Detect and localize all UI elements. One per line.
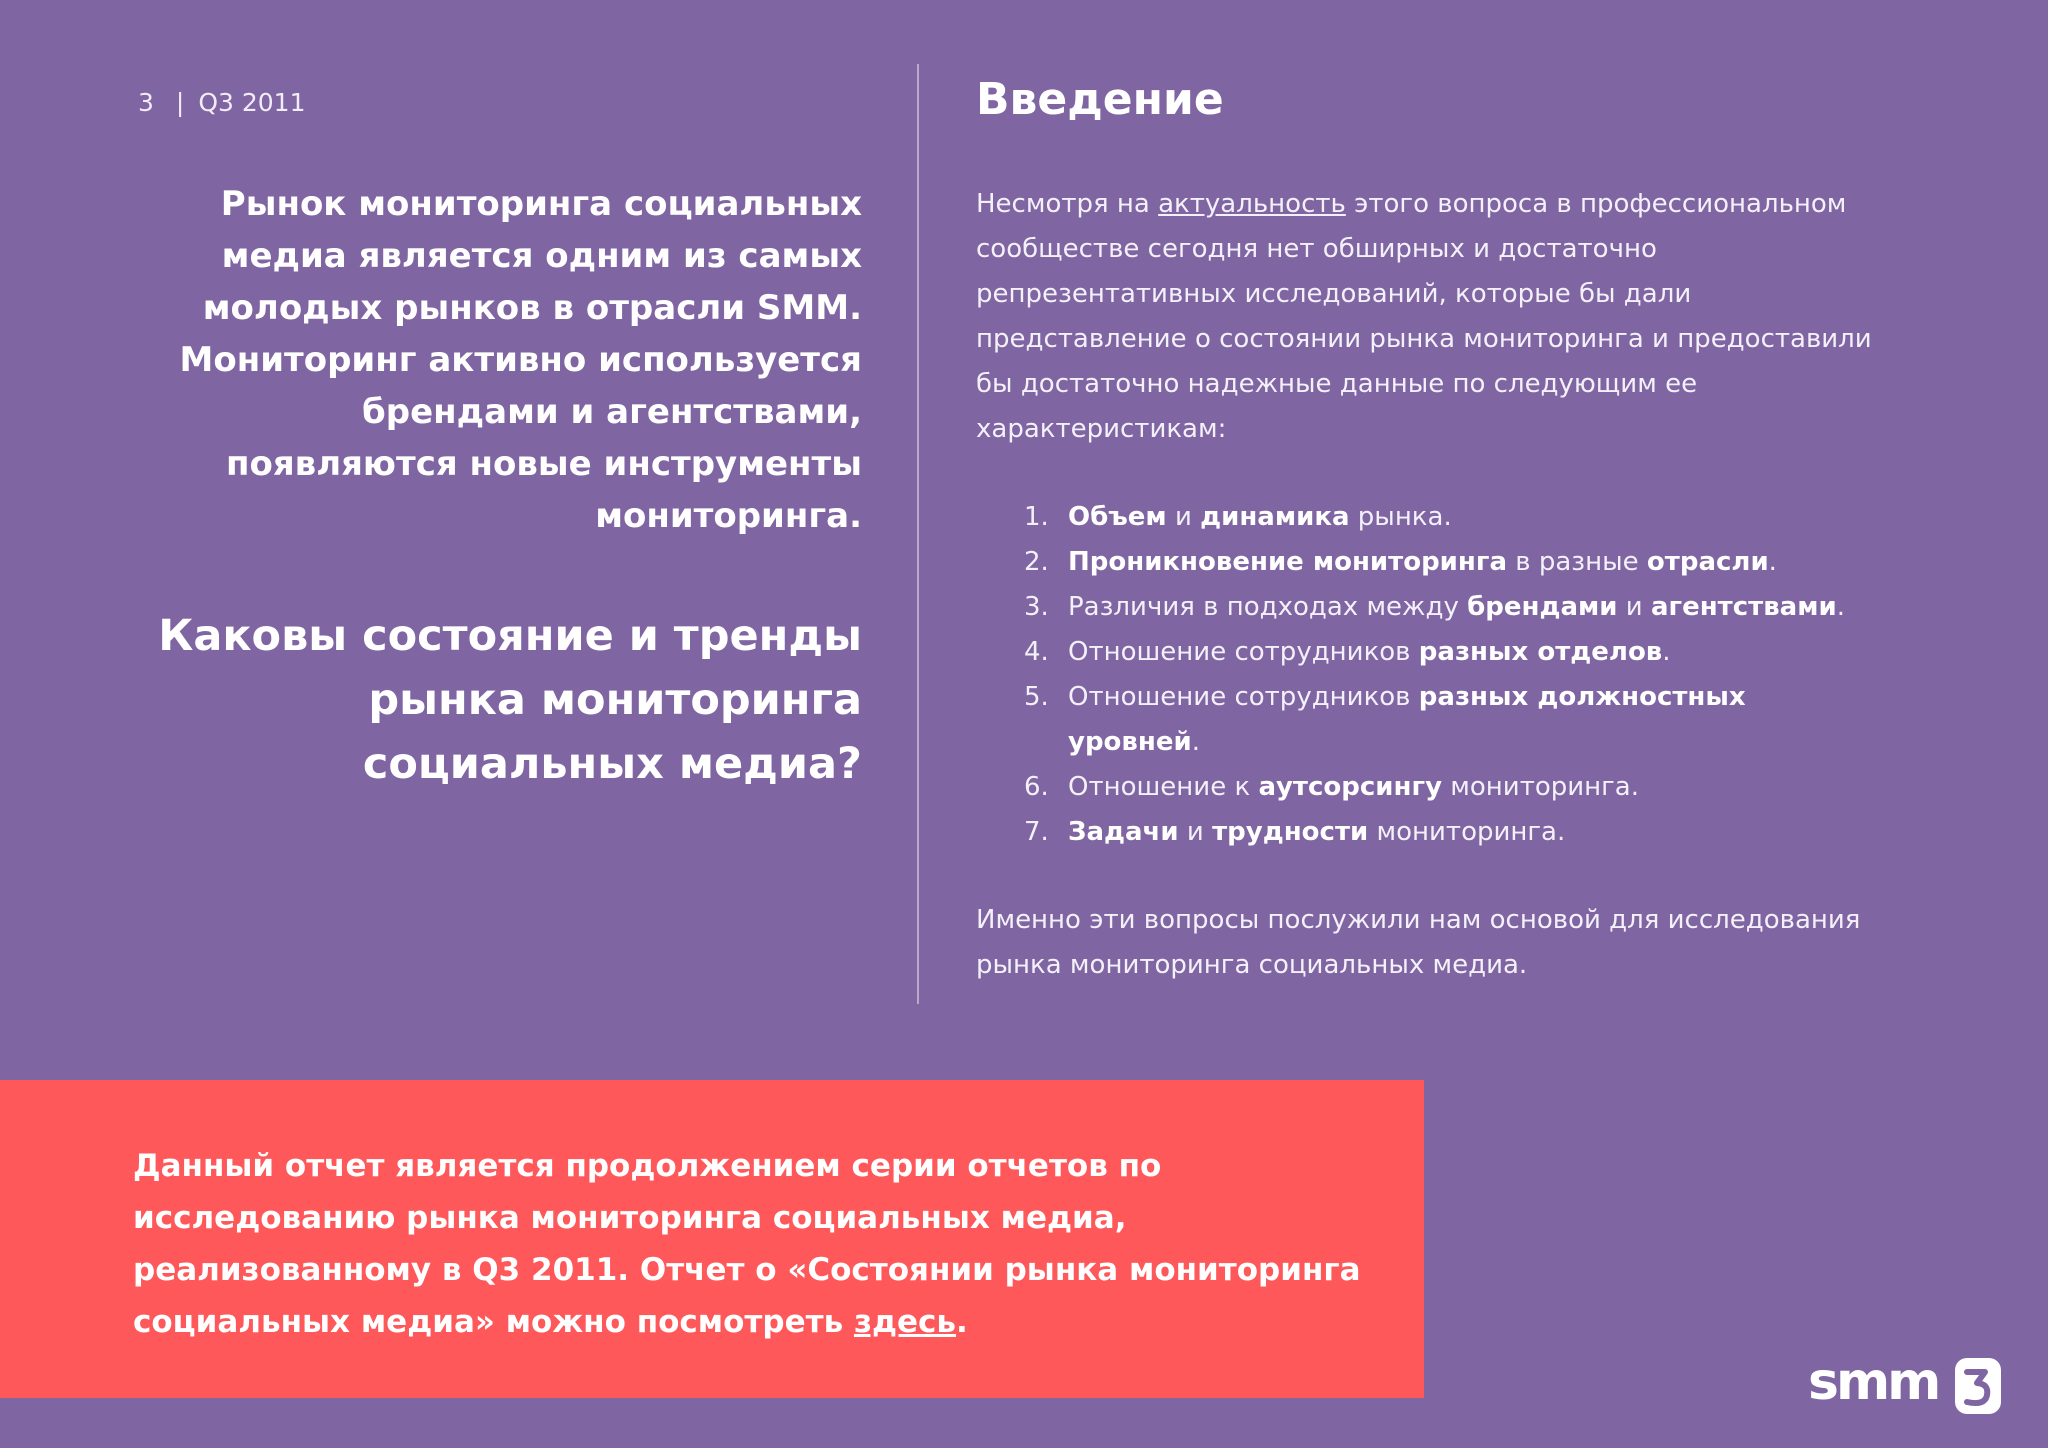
report-period: Q3 2011 xyxy=(198,88,306,117)
characteristics-list xyxy=(1016,495,1876,855)
page-number: 3 xyxy=(138,88,154,117)
lead-paragraph: Рынок мониторинга социальных медиа является одним из самых молодых рынков в отрасли SMM. Мониторинг активно используется брендами и агентствами, появляются новые инструменты мониторинга. xyxy=(179,184,862,536)
list-item: 6. Отношение к аутсорсингу мониторинга. xyxy=(1024,772,1640,802)
intro-text-start: Несмотря на xyxy=(976,189,1159,219)
intro-paragraph xyxy=(976,182,1876,452)
list-item: 2. Проникновение мониторинга в разные отрасли. xyxy=(1024,547,1777,577)
key-question: Каковы состояние и тренды рынка мониторинга социальных медиа? xyxy=(158,611,862,789)
report-link[interactable]: здесь xyxy=(853,1304,957,1340)
smm3-logo xyxy=(1808,1352,2004,1420)
list-item: 7. Задачи и трудности мониторинга. xyxy=(1024,817,1566,847)
list-item: 4. Отношение сотрудников разных отделов. xyxy=(1024,637,1671,667)
section-heading: Введение xyxy=(976,74,1224,125)
report-banner xyxy=(0,1080,1424,1398)
relevance-link[interactable]: актуальность xyxy=(1158,189,1346,219)
intro-text-end: этого вопроса в профессиональном сообществе сегодня нет обширных и достаточно репрезентативных исследований, которые бы дали представление о состоянии рынка мониторинга и предоставили бы достаточно надежные данные по следующим ее характеристикам: xyxy=(976,189,1872,444)
header-separator: | xyxy=(175,88,185,117)
banner-text: Данный отчет является продолжением серии отчетов по исследованию рынка мониторинга социальных медиа, реализованному в Q3 2011. Отчет о «Состоянии рынка мониторинга социальных медиа» можно посмотреть здесь. xyxy=(133,1148,1361,1340)
page-header xyxy=(138,88,306,117)
column-divider xyxy=(917,64,919,1004)
logo-text: smm xyxy=(1808,1352,1939,1412)
list-item: 5. Отношение сотрудников разных должностных уровней. xyxy=(1024,682,1746,757)
list-item: 1. Объем и динамика рынка. xyxy=(1024,502,1452,532)
closing-paragraph: Именно эти вопросы послужили нам основой для исследования рынка мониторинга социальных медиа. xyxy=(976,905,1861,980)
list-item: 3. Различия в подходах между брендами и агентствами. xyxy=(1024,592,1845,622)
smm3-logo-icon xyxy=(1953,1356,2003,1416)
